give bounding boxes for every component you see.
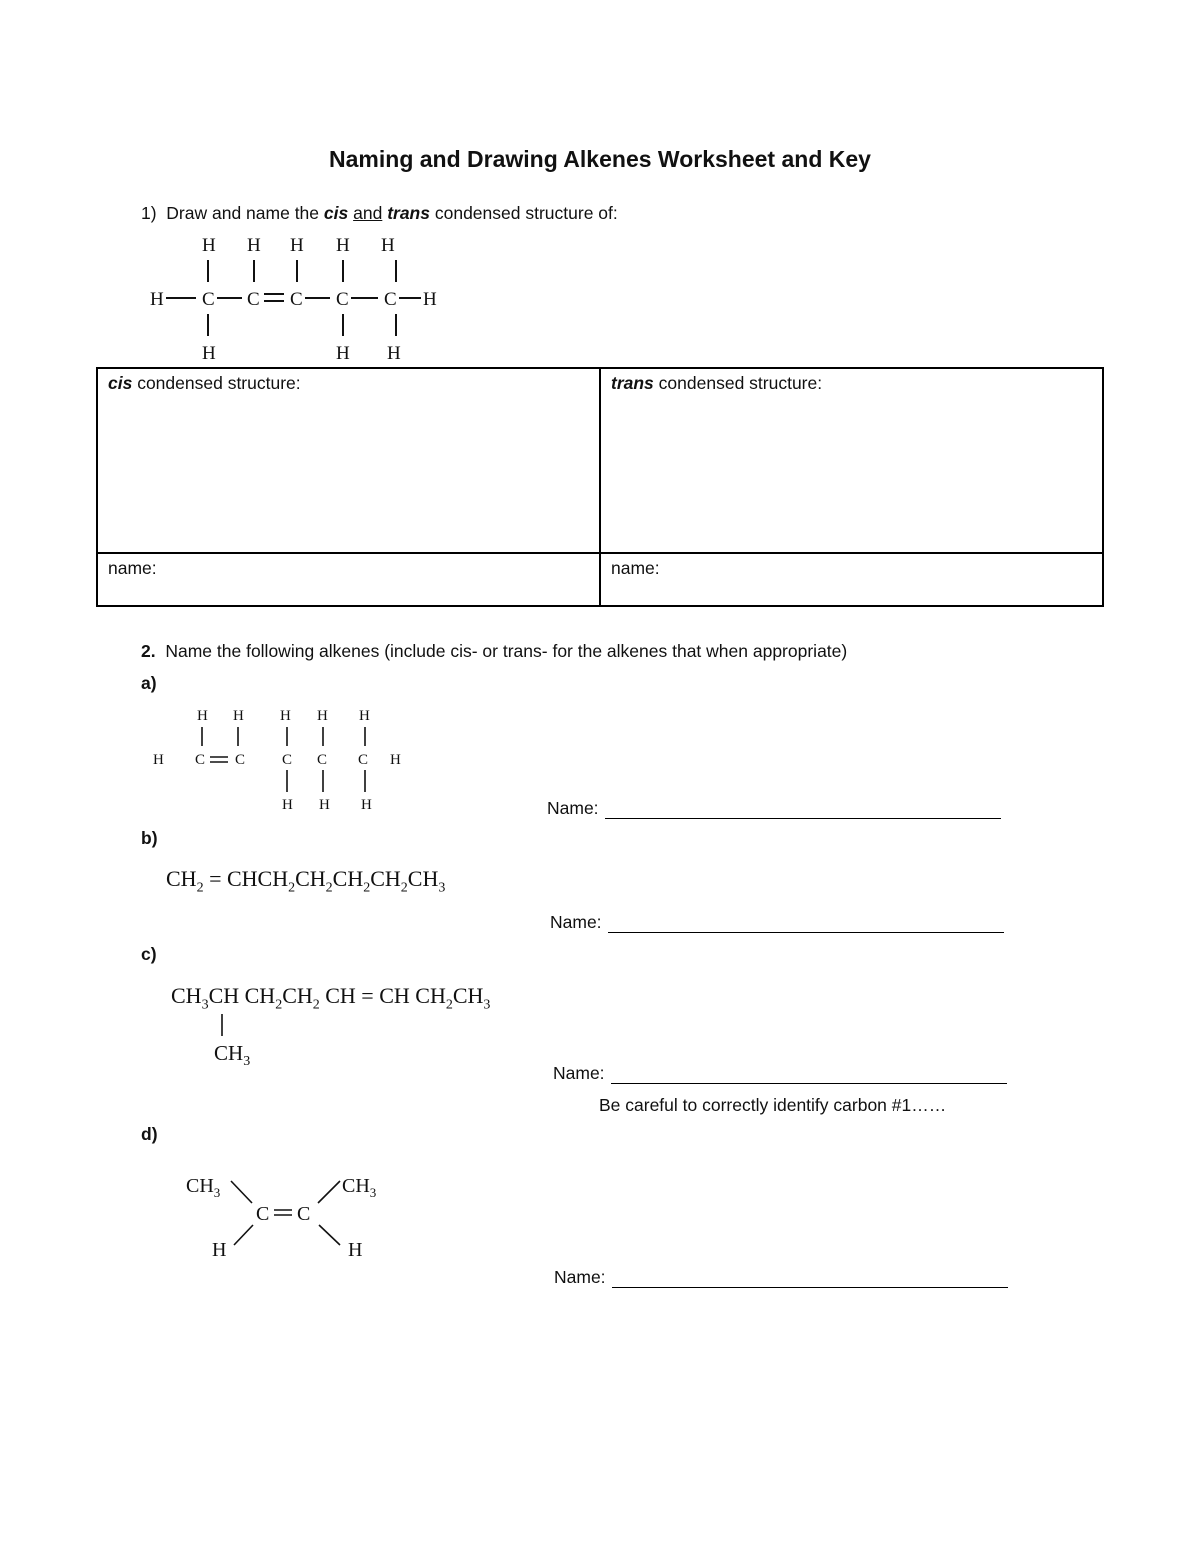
atom-c: C xyxy=(336,289,349,310)
cis-word: cis xyxy=(323,203,349,223)
atom-h: H xyxy=(381,235,395,256)
methyl-branch: $CH_3$ xyxy=(214,1041,251,1068)
atom-h: H xyxy=(150,289,164,310)
and-word: and xyxy=(353,203,383,223)
part-d-name-label: Name: xyxy=(554,1267,606,1287)
atom-c: C xyxy=(297,1203,311,1225)
atom-c: C xyxy=(358,752,369,768)
atom-h: H xyxy=(247,235,261,256)
atom-c: C xyxy=(195,752,206,768)
question-2-instruction: Name the following alkenes (include cis- or trans- for the alkenes that when appropriate) xyxy=(165,641,848,661)
methyl-right-ch: CH xyxy=(342,1175,370,1197)
atom-h: H xyxy=(317,708,328,724)
trans-cell-word: trans xyxy=(611,373,654,393)
atom-h: H xyxy=(153,752,164,768)
atom-h: H xyxy=(336,235,350,256)
question-1-prompt xyxy=(141,203,618,224)
part-d-answer[interactable] xyxy=(554,1267,1008,1288)
part-a-answer[interactable] xyxy=(547,798,1001,819)
atom-c: C xyxy=(290,289,303,310)
part-c-hint: Be careful to correctly identify carbon #1…… xyxy=(599,1095,947,1115)
part-b-name-label: Name: xyxy=(550,912,602,932)
atom-h: H xyxy=(348,1239,363,1261)
part-b-formula: $CH_2$ = $CHCH_2CH_2CH_2CH_2CH_3$ xyxy=(166,866,446,896)
atom-h: H xyxy=(212,1239,227,1261)
atom-h: H xyxy=(282,797,293,813)
part-a-answer-line[interactable] xyxy=(605,800,1001,819)
atom-h: H xyxy=(390,752,401,768)
cis-name-label: name: xyxy=(108,558,157,578)
page-title: Naming and Drawing Alkenes Worksheet and Key xyxy=(329,146,871,172)
trans-structure-cell[interactable] xyxy=(600,368,1103,553)
part-d-label: d) xyxy=(141,1124,158,1144)
part-c-answer[interactable] xyxy=(553,1063,1007,1084)
part-c-branch xyxy=(210,1012,270,1068)
part-c-label: c) xyxy=(141,944,157,964)
atom-c: C xyxy=(247,289,260,310)
atom-h: H xyxy=(387,343,401,364)
cis-cell-word: cis xyxy=(108,373,133,393)
part-a-name-label: Name: xyxy=(547,798,599,818)
atom-h: H xyxy=(233,708,244,724)
methyl-left-ch: CH xyxy=(186,1175,214,1197)
cis-name-cell[interactable] xyxy=(97,553,600,606)
cis-structure-cell[interactable] xyxy=(97,368,600,553)
atom-c: C xyxy=(202,289,215,310)
part-b-answer-line[interactable] xyxy=(608,914,1004,933)
trans-name-cell[interactable] xyxy=(600,553,1103,606)
part-c-formula: $CH_3CH$ $CH_2CH_2$ CH = CH $CH_2CH_3$ xyxy=(171,983,491,1013)
atom-c: C xyxy=(256,1203,270,1225)
answer-table xyxy=(96,367,1104,607)
atom-h: H xyxy=(280,708,291,724)
bond xyxy=(319,1225,340,1245)
part-d-answer-line[interactable] xyxy=(612,1269,1008,1288)
methyl-left xyxy=(186,1175,220,1200)
atom-c: C xyxy=(384,289,397,310)
methyl-right xyxy=(342,1175,376,1200)
trans-word: trans xyxy=(387,203,430,223)
part-b-answer[interactable] xyxy=(550,912,1004,933)
atom-h: H xyxy=(359,708,370,724)
atom-h: H xyxy=(197,708,208,724)
methyl-left-sub: 3 xyxy=(213,1185,221,1200)
atom-h: H xyxy=(319,797,330,813)
atom-h: H xyxy=(290,235,304,256)
question-1-number: 1) xyxy=(141,203,157,223)
bond xyxy=(234,1225,253,1245)
atom-c: C xyxy=(282,752,293,768)
question-2-number: 2. xyxy=(141,641,156,661)
atom-h: H xyxy=(336,343,350,364)
trans-name-label: name: xyxy=(611,558,660,578)
q1-structural-formula xyxy=(140,228,460,364)
question-2-prompt xyxy=(141,641,847,662)
part-b-label: b) xyxy=(141,828,158,848)
atom-h: H xyxy=(423,289,437,310)
atom-c: C xyxy=(317,752,328,768)
atom-h: H xyxy=(361,797,372,813)
part-a-structure xyxy=(148,700,418,815)
atom-h: H xyxy=(202,235,216,256)
atom-c: C xyxy=(235,752,246,768)
cis-cell-label: condensed structure: xyxy=(137,373,301,393)
part-d-structure xyxy=(180,1165,400,1265)
part-c-name-label: Name: xyxy=(553,1063,605,1083)
bond xyxy=(318,1181,340,1203)
part-a-label: a) xyxy=(141,673,157,693)
atom-h: H xyxy=(202,343,216,364)
part-c-answer-line[interactable] xyxy=(611,1065,1007,1084)
methyl-right-sub: 3 xyxy=(369,1185,377,1200)
question-1-pre: Draw and name the xyxy=(166,203,320,223)
question-1-post: condensed structure of: xyxy=(434,203,618,223)
bond xyxy=(231,1181,252,1203)
trans-cell-label: condensed structure: xyxy=(658,373,823,393)
